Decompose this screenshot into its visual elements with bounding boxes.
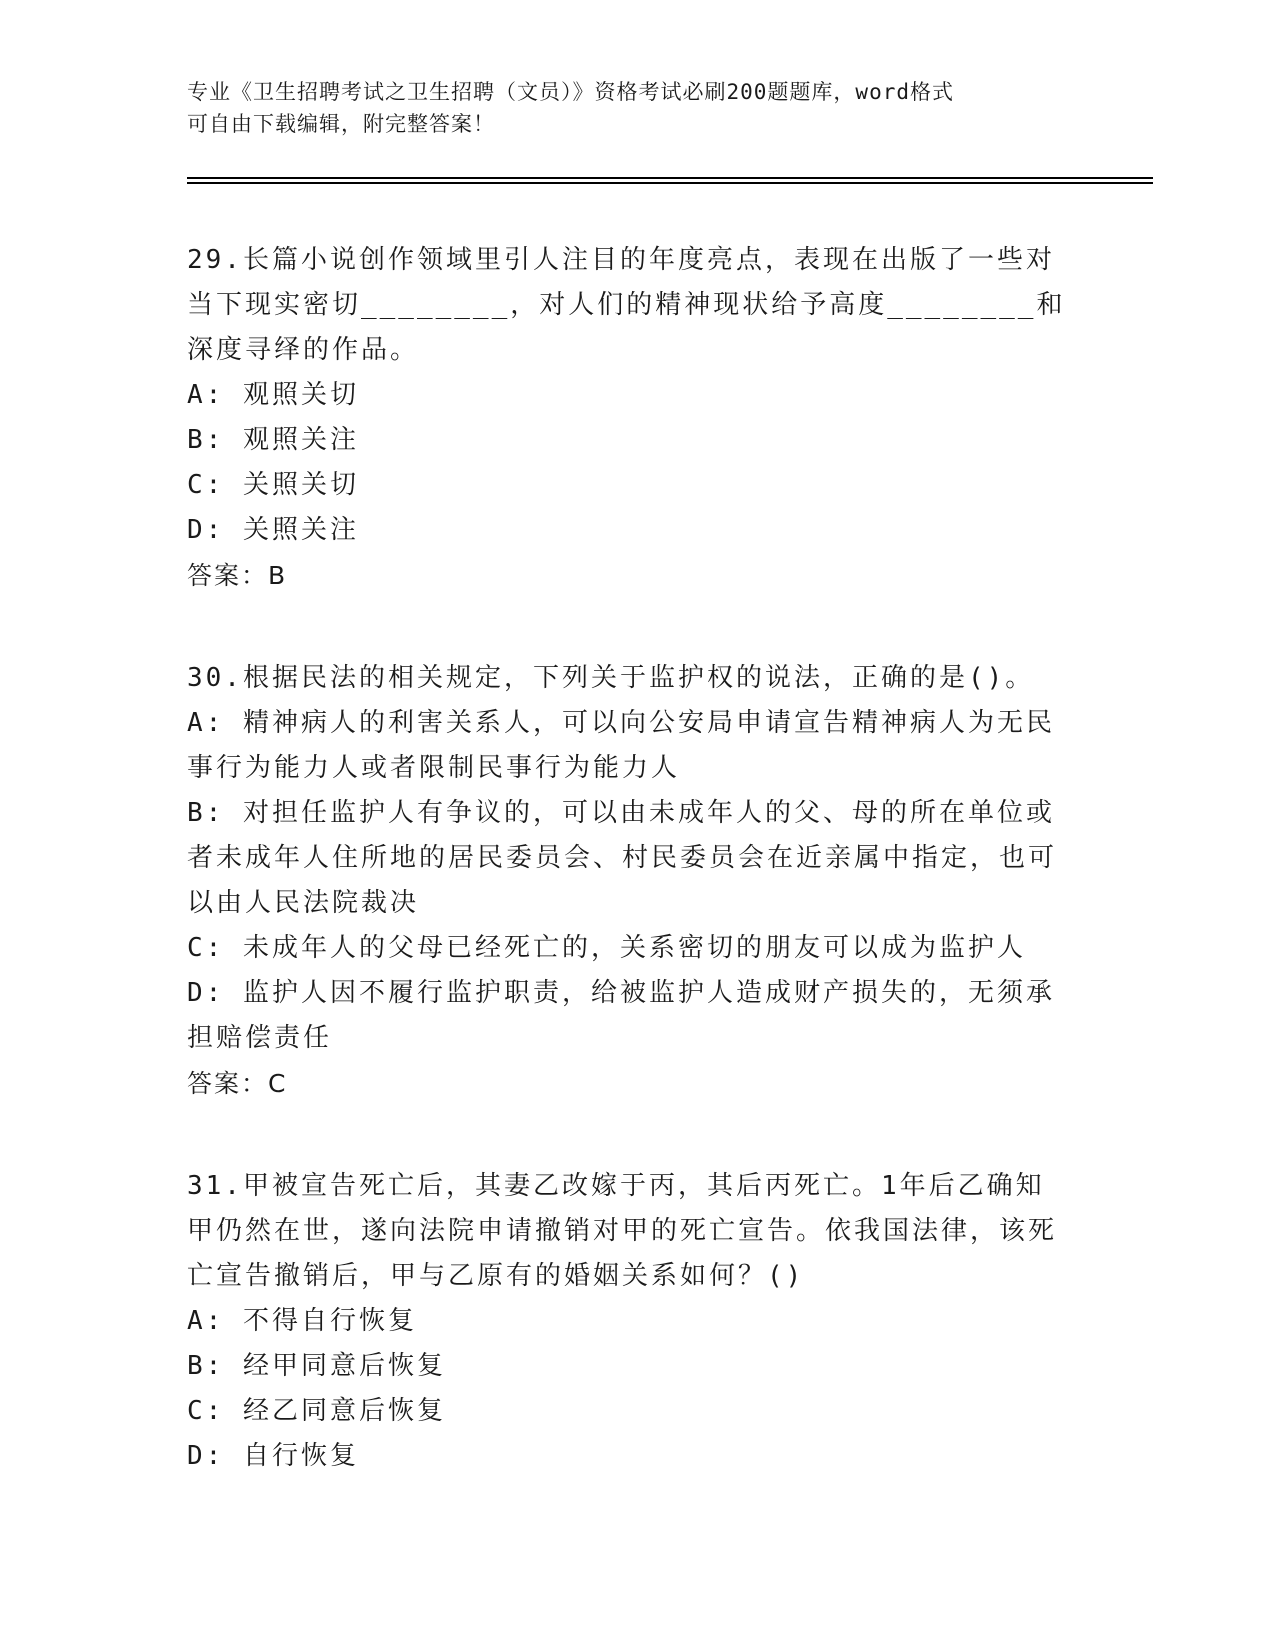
question-list	[187, 238, 1067, 1537]
question-31	[187, 1164, 1067, 1479]
header-line-2: 可自由下载编辑，附完整答案！	[187, 112, 495, 136]
question-text: 31.甲被宣告死亡后，其妻乙改嫁于丙，其后丙死亡。1年后乙确知甲仍然在世，遂向法院申请撤销对甲的死亡宣告。依我国法律，该死亡宣告撤销后，甲与乙原有的婚姻关系如何？()	[187, 1171, 1058, 1291]
option-b: B: 观照关注	[187, 425, 359, 455]
option-a: A: 精神病人的利害关系人，可以向公安局申请宣告精神病人为无民事行为能力人或者限制民事行为能力人	[187, 708, 1055, 783]
option-b: B: 经甲同意后恢复	[187, 1351, 446, 1381]
question-text: 29.长篇小说创作领域里引人注目的年度亮点，表现在出版了一些对当下现实密切________，对人们的精神现状给予高度________和深度寻绎的作品。	[187, 245, 1066, 365]
question-30	[187, 656, 1067, 1106]
option-b: B: 对担任监护人有争议的，可以由未成年人的父、母的所在单位或者未成年人住所地的居民委员会、村民委员会在近亲属中指定，也可以由人民法院裁决	[187, 798, 1058, 918]
header-divider-bottom	[187, 182, 1153, 184]
option-a: A: 观照关切	[187, 380, 359, 410]
answer-line: 答案：B	[187, 561, 288, 590]
option-d: D: 监护人因不履行监护职责，给被监护人造成财产损失的，无须承担赔偿责任	[187, 978, 1055, 1053]
option-c: C: 未成年人的父母已经死亡的，关系密切的朋友可以成为监护人	[187, 933, 1026, 963]
question-29	[187, 238, 1067, 598]
option-d: D: 关照关注	[187, 515, 359, 545]
header-divider-top	[187, 177, 1153, 179]
option-a: A: 不得自行恢复	[187, 1306, 417, 1336]
option-d: D: 自行恢复	[187, 1441, 359, 1471]
header-line-1: 专业《卫生招聘考试之卫生招聘（文员）》资格考试必刷200题题库，word格式	[187, 80, 954, 104]
answer-line: 答案：C	[187, 1069, 288, 1098]
option-c: C: 经乙同意后恢复	[187, 1396, 446, 1426]
option-c: C: 关照关切	[187, 470, 359, 500]
question-text: 30.根据民法的相关规定，下列关于监护权的说法，正确的是()。	[187, 663, 1035, 693]
document-header	[187, 76, 1087, 140]
